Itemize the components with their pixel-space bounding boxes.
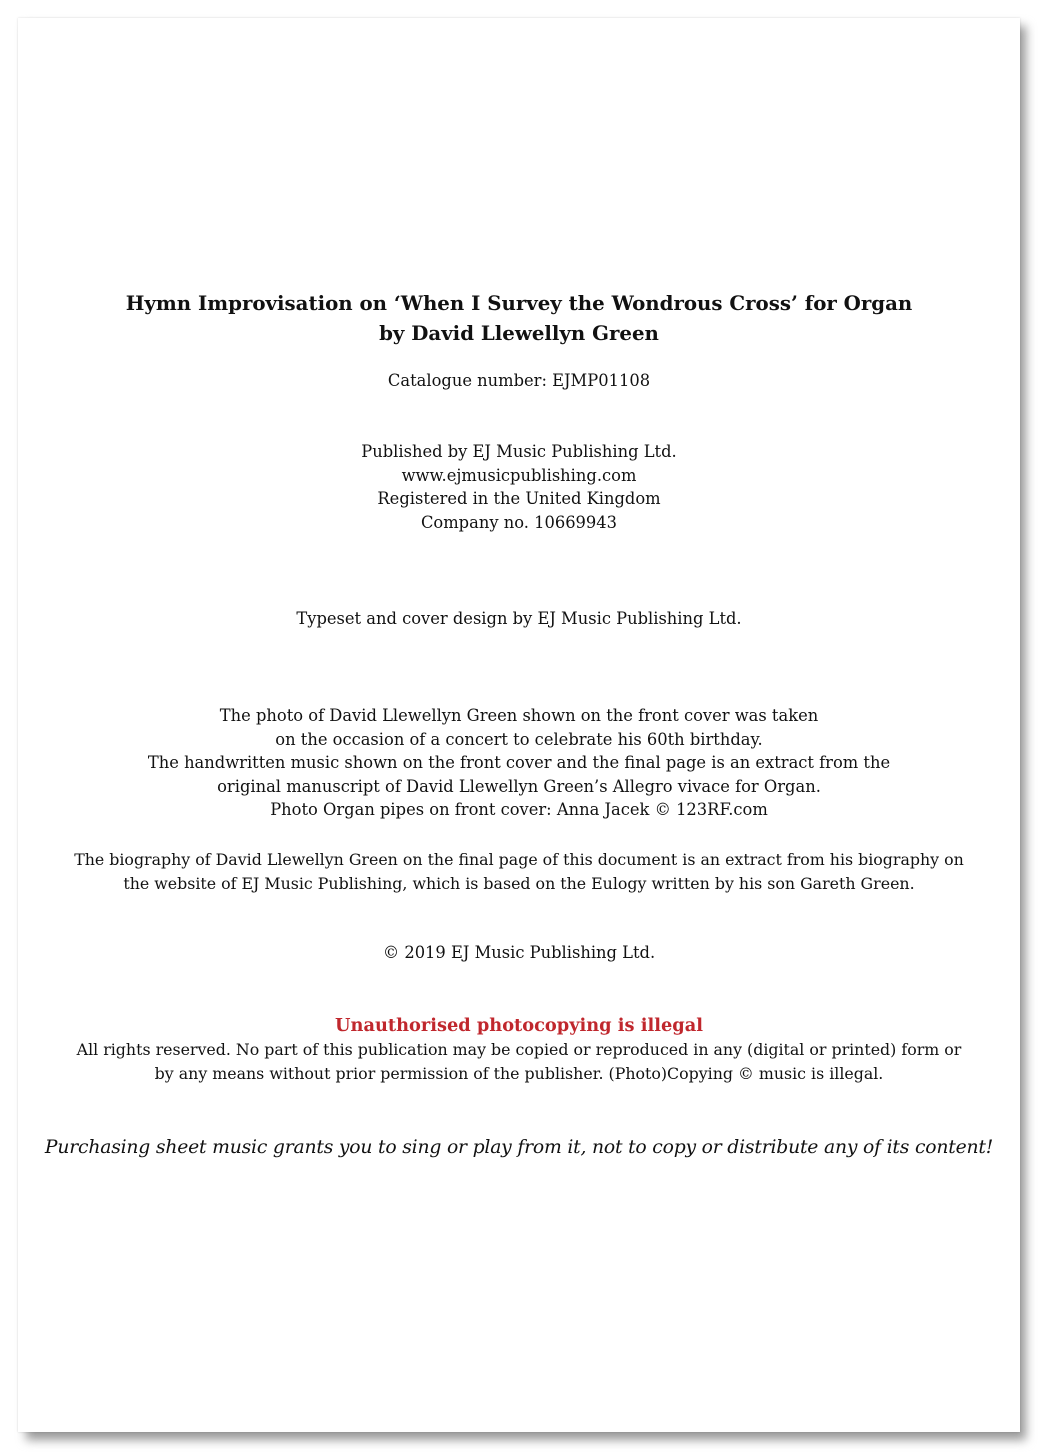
biography-note xyxy=(18,848,1020,895)
biography-line: The biography of David Llewellyn Green on the final page of this document is an extract from his biography on xyxy=(74,850,964,869)
copyright-notice: © 2019 EJ Music Publishing Ltd. xyxy=(382,943,656,962)
credits-line: The handwritten music shown on the front cover and the final page is an extract from the xyxy=(147,753,891,772)
title-line-2: by David Llewellyn Green xyxy=(379,321,659,345)
rights-line: by any means without prior permission of the publisher. (Photo)Copying © music is illegal. xyxy=(154,1063,884,1083)
credits-line: The photo of David Llewellyn Green shown on the front cover was taken xyxy=(219,706,819,725)
title-line-1: Hymn Improvisation on ‘When I Survey the Wondrous Cross’ for Organ xyxy=(125,291,913,315)
credits-line: original manuscript of David Llewellyn Green’s Allegro vivace for Organ. xyxy=(217,776,821,796)
publisher-line: Published by EJ Music Publishing Ltd. xyxy=(361,442,677,461)
rights-reserved xyxy=(18,1038,1020,1085)
document-title xyxy=(18,288,1020,348)
biography-line: the website of EJ Music Publishing, which is based on the Eulogy written by his son Gareth Green. xyxy=(123,873,915,893)
credits-line: Photo Organ pipes on front cover: Anna Jacek © 123RF.com xyxy=(270,800,768,819)
publisher-website: www.ejmusicpublishing.com xyxy=(401,465,637,485)
publisher-registration: Registered in the United Kingdom xyxy=(377,489,661,508)
publisher-info xyxy=(18,440,1020,534)
purchase-note: Purchasing sheet music grants you to sing or play from it, not to copy or distribute any of its content! xyxy=(44,1137,994,1158)
publisher-company-number: Company no. 10669943 xyxy=(420,512,618,532)
document-page xyxy=(18,18,1020,1432)
image-credits xyxy=(18,704,1020,822)
photocopy-warning-title: Unauthorised photocopying is illegal xyxy=(335,1015,703,1036)
credits-line: on the occasion of a concert to celebrate his 60th birthday. xyxy=(275,729,763,749)
catalogue-number: Catalogue number: EJMP01108 xyxy=(387,371,651,390)
rights-line: All rights reserved. No part of this publication may be copied or reproduced in any (digital or printed) form or xyxy=(76,1040,962,1059)
typeset-credit: Typeset and cover design by EJ Music Publishing Ltd. xyxy=(296,609,742,628)
